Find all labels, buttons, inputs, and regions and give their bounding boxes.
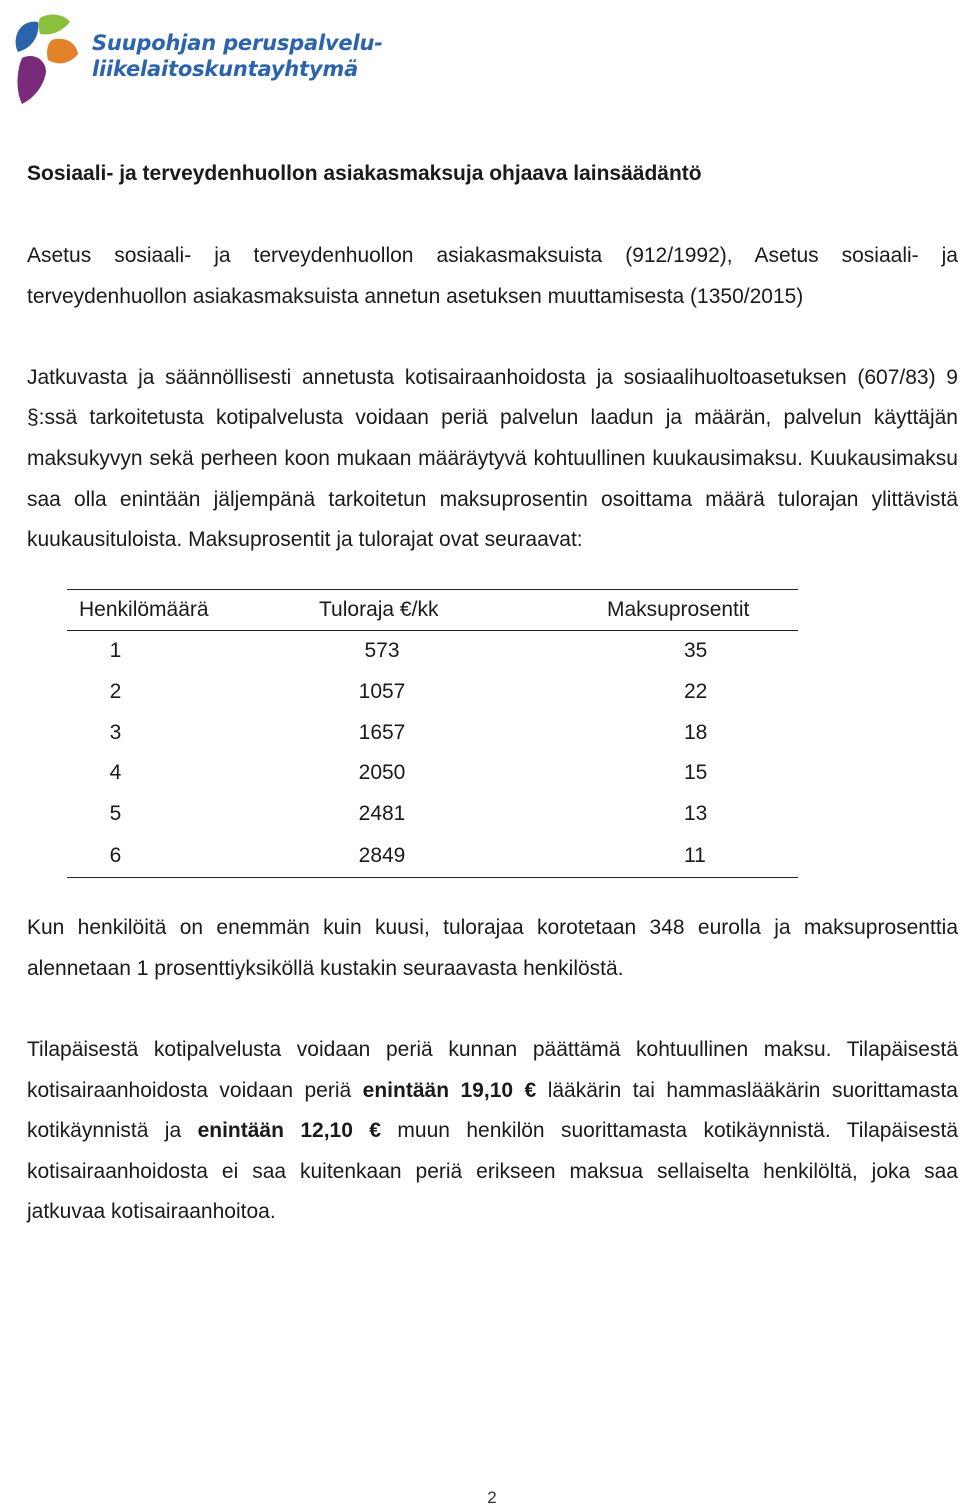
cell-income-limit: 573 [364,639,400,663]
fee-doctor-visit: enintään 19,10 € [362,1078,537,1102]
cell-persons: 6 [67,834,299,878]
cell-income-limit: 1657 [358,720,406,744]
cell-income-limit: 2050 [358,761,406,785]
cell-persons: 5 [109,801,122,825]
header-maksuprosentit: Maksuprosentit [569,589,798,631]
page-number: 2 [487,1488,497,1507]
paragraph-legislation: Asetus sosiaali- ja terveydenhuollon asiakasmaksuista (912/1992), Asetus sosiaali- ja terveydenhuollon asiakasmaksuista annetun asetuksen muuttamisesta (1350/2015) [27,244,958,308]
cell-persons: 2 [109,679,122,703]
cell-percent: 22 [684,679,708,703]
cell-percent: 35 [684,639,708,663]
table-row [67,631,798,672]
cell-percent: 13 [684,801,708,825]
cell-percent: 18 [684,720,708,744]
table-row [67,672,798,713]
table-row [67,753,798,794]
logo-wordmark [92,30,383,82]
logo-leaf-icon [12,12,84,106]
organization-logo [12,12,383,106]
table-row [67,834,798,878]
paragraph-more-persons: Kun henkilöitä on enemmän kuin kuusi, tulorajaa korotetaan 348 eurolla ja maksuprosenttia alennetaan 1 prosenttiyksiköllä kustakin seuraavasta henkilöstä. [27,916,958,980]
fee-other-visit: enintään 12,10 € [197,1119,381,1143]
cell-income-limit: 1057 [358,679,406,703]
cell-persons: 1 [109,639,122,663]
fee-table-header-row [67,589,798,631]
document-title: Sosiaali- ja terveydenhuollon asiakasmaksuja ohjaava lainsäädäntö [27,162,702,185]
cell-income-limit: 2481 [358,801,406,825]
cell-persons: 4 [109,761,122,785]
document-body [27,154,958,1274]
cell-income-limit: 2849 [299,834,569,878]
table-row [67,713,798,754]
cell-percent: 11 [569,834,798,878]
header-henkilomaara: Henkilömäärä [67,589,299,631]
fee-table [67,589,798,879]
paragraph-monthly-fee: Jatkuvasta ja säännöllisesti annetusta kotisairaanhoidosta ja sosiaalihuoltoasetuksen (607/83) 9 §:ssä tarkoitetusta kotipalvelusta voidaan periä palvelun laadun ja määrän, palvelun käyttäjän maksukyvyn sekä perheen koon mukaan määräytyvä kohtuullinen kuukausimaksu. Kuukausimaksu saa olla enintään jäljempänä tarkoitetun maksuprosentin osoittama määrä tulorajan ylittävistä kuukausituloista. Maksuprosentit ja tulorajat ovat seuraavat: [27,365,958,552]
paragraph-temporary-service: Tilapäisestä kotipalvelusta voidaan periä kunnan päättämä kohtuullinen maksu. Tilapäisestä kotisairaanhoidosta voidaan periä enintään 19,10 € lääkärin tai hammaslääkärin suorittamasta kotikäynnistä ja enintään 12,10 € muun henkilön suorittamasta kotikäynnistä. Tilapäisestä kotisairaanhoidosta ei saa kuitenkaan periä erikseen maksua sellaiselta henkilöltä, joka saa jatkuvaa kotisairaanhoitoa. [27,1038,959,1224]
header-tuloraja: Tuloraja €/kk [299,589,569,631]
cell-persons: 3 [109,720,122,744]
logo-line-2: liikelaitoskuntayhtymä [92,57,359,81]
logo-line-1: Suupohjan peruspalvelu- [92,31,383,55]
cell-percent: 15 [684,761,708,785]
fee-table-container [67,589,798,879]
table-row [67,794,798,835]
